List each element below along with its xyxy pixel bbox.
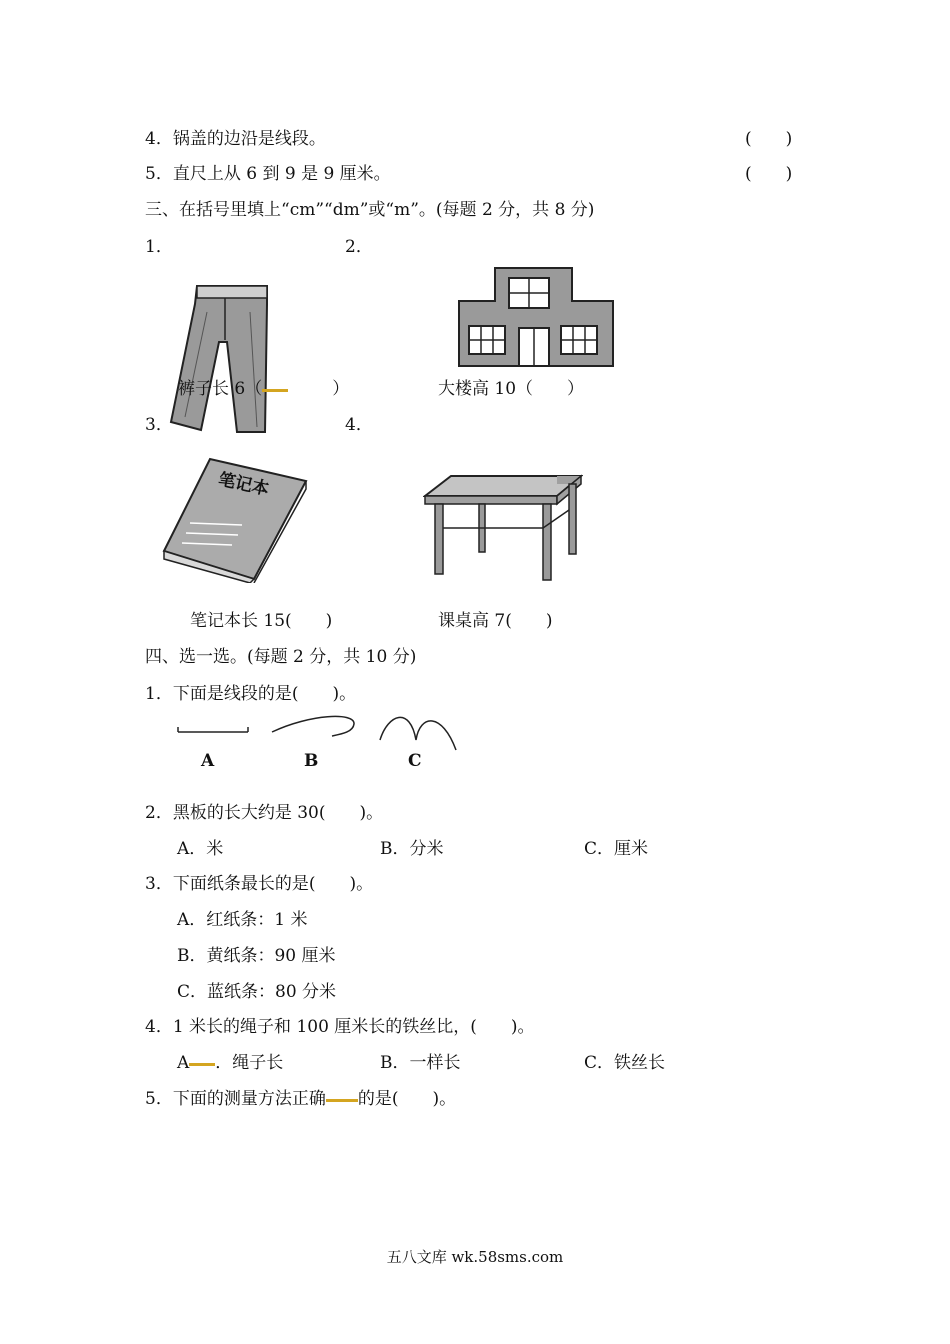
question-4-1: 1．下面是线段的是( )。: [145, 684, 357, 704]
item-number-2: 2．: [345, 237, 373, 257]
highlight-mark: [262, 388, 288, 392]
q5-text-part2: 的是( )。: [357, 1089, 457, 1109]
item-number-4: 4．: [345, 415, 373, 435]
q3-option-b: B．黄纸条：90 厘米: [177, 946, 336, 966]
question-4-2: 2．黑板的长大约是 30( )。: [145, 803, 384, 823]
notebook-title: 笔记本: [216, 469, 271, 500]
question-4-3: 3．下面纸条最长的是( )。: [145, 874, 374, 894]
item-number-1: 1．: [145, 237, 173, 257]
item-number-3: 3．: [145, 415, 173, 435]
question-4-5: [145, 1088, 456, 1110]
option-label-b: B: [304, 751, 319, 771]
line-options-figure: [170, 708, 470, 756]
highlight-mark: [326, 1098, 358, 1102]
question-2-4: 4．锅盖的边沿是线段。: [145, 129, 326, 149]
answer-paren-2-4: ( ): [745, 129, 793, 149]
notebook-illustration: [160, 455, 310, 583]
pants-illustration: [165, 282, 275, 434]
section-4-heading: 四、选一选。(每题 2 分，共 10 分): [145, 647, 417, 667]
q4-option-a: [177, 1052, 283, 1074]
highlight-mark: [189, 1062, 215, 1066]
caption-desk: 课桌高 7( ): [438, 611, 553, 631]
option-label-c: C: [408, 751, 422, 771]
option-label-a: A: [201, 751, 215, 771]
q2-option-a: A．米: [177, 839, 224, 859]
q4-option-a-text: ．绳子长: [215, 1053, 284, 1073]
answer-paren-2-5: ( ): [745, 164, 793, 184]
q4-option-c: C．铁丝长: [584, 1053, 666, 1073]
caption-building: 大楼高 10（ ）: [438, 379, 585, 399]
q3-option-c: C．蓝纸条：80 分米: [177, 982, 337, 1002]
q4-option-b: B．一样长: [380, 1053, 461, 1073]
caption-pants-close: ）: [332, 379, 350, 399]
q3-option-a: A．红纸条：1 米: [177, 910, 308, 930]
caption-notebook: 笔记本长 15( ): [190, 611, 333, 631]
q2-option-b: B．分米: [380, 839, 444, 859]
building-illustration: [455, 266, 620, 368]
q5-text-part1: 5．下面的测量方法正确: [145, 1089, 326, 1109]
question-2-5: 5．直尺上从 6 到 9 是 9 厘米。: [145, 164, 391, 184]
question-4-4: 4．1 米长的绳子和 100 厘米长的铁丝比，( )。: [145, 1017, 535, 1037]
q2-option-c: C．厘米: [584, 839, 649, 859]
caption-pants-text: 裤子长 6（: [178, 379, 263, 399]
section-3-heading: 三、在括号里填上“cm”“dm”或“m”。(每题 2 分，共 8 分): [145, 200, 595, 220]
q4-option-a-letter: A: [177, 1053, 190, 1073]
caption-pants: [178, 378, 349, 400]
desk-illustration: [423, 474, 583, 584]
footer-watermark: 五八文库 wk.58sms.com: [386, 1248, 564, 1266]
